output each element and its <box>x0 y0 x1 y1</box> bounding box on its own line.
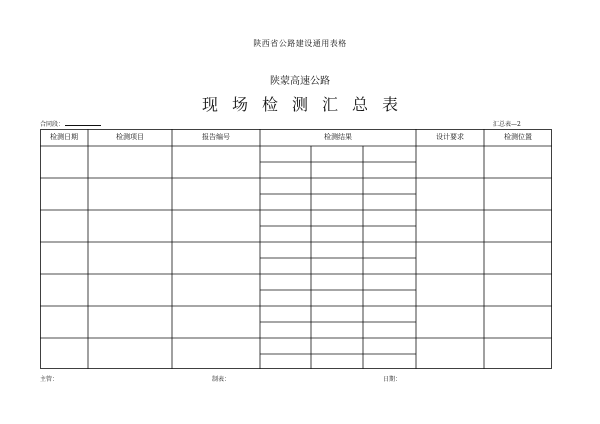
column-header-test-item: 检测项目 <box>116 133 144 141</box>
contract-section-field <box>40 119 101 128</box>
column-header-design-requirement: 设计要求 <box>436 133 464 141</box>
column-header-test-location: 检测位置 <box>504 133 532 141</box>
form-number: 汇总表—2 <box>493 121 521 128</box>
form-supertitle: 陕西省公路建设通用表格 <box>253 39 347 48</box>
footer-supervisor-label: 主管： <box>40 376 59 383</box>
organization-name: 陕蒙高速公路 <box>270 76 330 87</box>
page-title: 现场检测汇总表 <box>201 95 412 114</box>
contract-section-blank[interactable] <box>65 119 101 126</box>
footer-preparer-label: 制表： <box>212 376 231 383</box>
column-header-test-result: 检测结果 <box>324 133 352 141</box>
contract-section-label: 合同段： <box>40 121 65 128</box>
column-header-test-date: 检测日期 <box>50 133 78 141</box>
summary-table-grid <box>40 129 552 369</box>
column-header-report-number: 报告编号 <box>202 133 230 141</box>
footer-date-label: 日期： <box>383 376 402 383</box>
